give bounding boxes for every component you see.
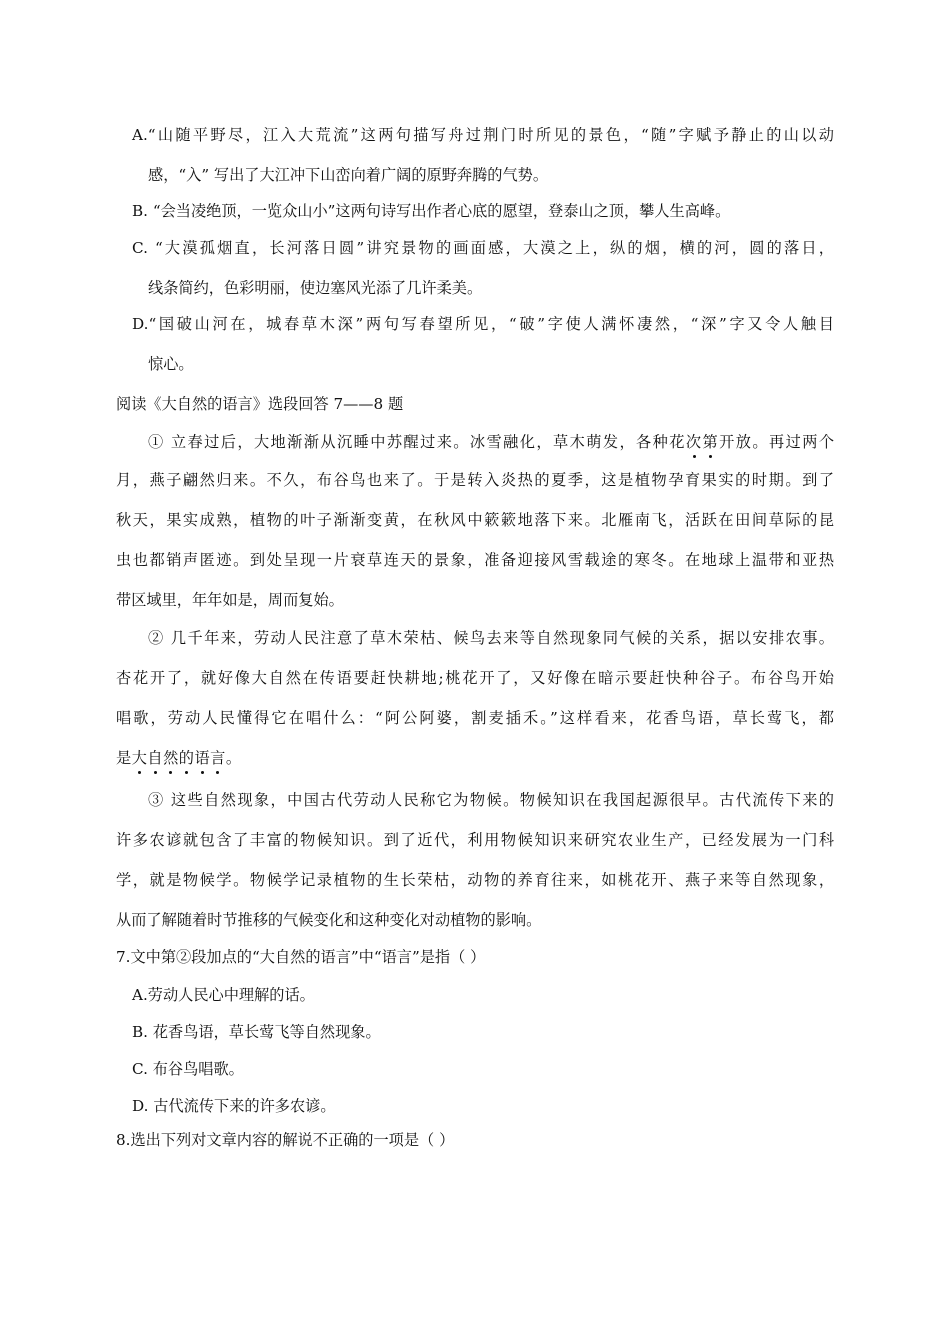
paragraph-1-line1-text: ① 立春过后，大地渐渐从沉睡中苏醒过来。冰雪融化，草木萌发，各种花	[148, 433, 686, 451]
emphasis-dot-char: 然	[163, 749, 179, 767]
emphasis-dot-char: 次	[685, 433, 703, 451]
paragraph-2-line1: ② 几千年来，劳动人民注意了草木荣枯、候鸟去来等自然现象同气候的关系，据以安排农事。	[148, 629, 834, 647]
question-8-stem: 8.选出下列对文章内容的解说不正确的一项是（ ）	[116, 1131, 455, 1149]
paragraph-1-line5: 带区域里，年年如是，周而复始。	[116, 591, 344, 609]
paragraph-2-line4-tail: 。	[225, 749, 242, 767]
paragraph-2-line3: 唱歌，劳动人民懂得它在唱什么：“阿公阿婆，割麦插禾。”这样看来，花香鸟语，草长莺飞，都	[116, 709, 834, 727]
paragraph-1-line1-tail: 开放。再过两个	[719, 433, 835, 451]
option-c-line2: 线条简约，色彩明丽，使边塞风光添了几许柔美。	[148, 279, 483, 297]
paragraph-3-line3: 学，就是物候学。物候学记录植物的生长荣枯，动物的养育往来，如桃花开、燕子来等自然现象，	[116, 871, 834, 889]
question-7-option-c: C. 布谷鸟唱歌。	[132, 1060, 244, 1078]
option-b-line1: B. “会当凌绝顶，一览众山小”这两句诗写出作者心底的愿望，登泰山之顶，攀人生高峰。	[132, 202, 731, 220]
emphasis-dot-char: 言	[210, 749, 226, 767]
paragraph-1-line2: 月，燕子翩然归来。不久，布谷鸟也来了。于是转入炎热的夏季，这是植物孕育果实的时期。到了	[116, 471, 834, 489]
option-d-line1: D.“国破山河在，城春草木深”两句写春望所见，“破”字使人满怀凄然，“深”字又令人触目	[132, 315, 834, 333]
option-c-line1: C. “大漠孤烟直，长河落日圆”讲究景物的画面感，大漠之上，纵的烟，横的河，圆的落日，	[132, 239, 834, 257]
paragraph-2-line4-head: 是	[116, 749, 132, 767]
question-7-option-d: D. 古代流传下来的许多农谚。	[132, 1097, 336, 1115]
reading-intro: 阅读《大自然的语言》选段回答 7——8 题	[116, 395, 404, 413]
emphasis-dot-char: 自	[147, 749, 164, 767]
paragraph-2-line4	[116, 748, 242, 768]
paragraph-1-line1	[148, 432, 834, 452]
question-7-stem: 7.文中第②段加点的“大自然的语言”中“语言”是指（ ）	[116, 948, 486, 966]
paragraph-1-line4: 虫也都销声匿迹。到处呈现一片衰草连天的景象，准备迎接风雪载途的寒冬。在地球上温带和亚热	[116, 551, 834, 569]
paragraph-3-line1: ③ 这些自然现象，中国古代劳动人民称它为物候。物候知识在我国起源很早。古代流传下来的	[148, 791, 834, 809]
paragraph-3-line2: 许多农谚就包含了丰富的物候知识。到了近代，利用物候知识来研究农业生产，已经发展为一门科	[116, 831, 834, 849]
option-a-line1: A.“山随平野尽，江入大荒流”这两句描写舟过荆门时所见的景色，“随”字赋予静止的山以动	[132, 126, 834, 144]
option-a-line2: 感，“入” 写出了大江冲下山峦向着广阔的原野奔腾的气势。	[148, 166, 549, 184]
question-7-option-a: A.劳动人民心中理解的话。	[132, 986, 315, 1004]
emphasis-dot-char: 语	[194, 749, 211, 767]
paragraph-1-line3: 秋天，果实成熟，植物的叶子渐渐变黄，在秋风中簌簌地落下来。北雁南飞，活跃在田间草际的昆	[116, 511, 834, 529]
emphasis-dot-char: 的	[178, 749, 195, 767]
paragraph-3-line4: 从而了解随着时节推移的气候变化和这种变化对动植物的影响。	[116, 911, 542, 929]
emphasis-dot-char: 第	[702, 433, 720, 451]
option-d-line2: 惊心。	[148, 355, 194, 373]
emphasis-dot-char: 大	[131, 749, 148, 767]
question-7-option-b: B. 花香鸟语，草长莺飞等自然现象。	[132, 1023, 381, 1041]
paragraph-2-line2: 杏花开了，就好像大自然在传语要赶快耕地;桃花开了，又好像在暗示要赶快种谷子。布谷鸟开始	[116, 669, 834, 687]
